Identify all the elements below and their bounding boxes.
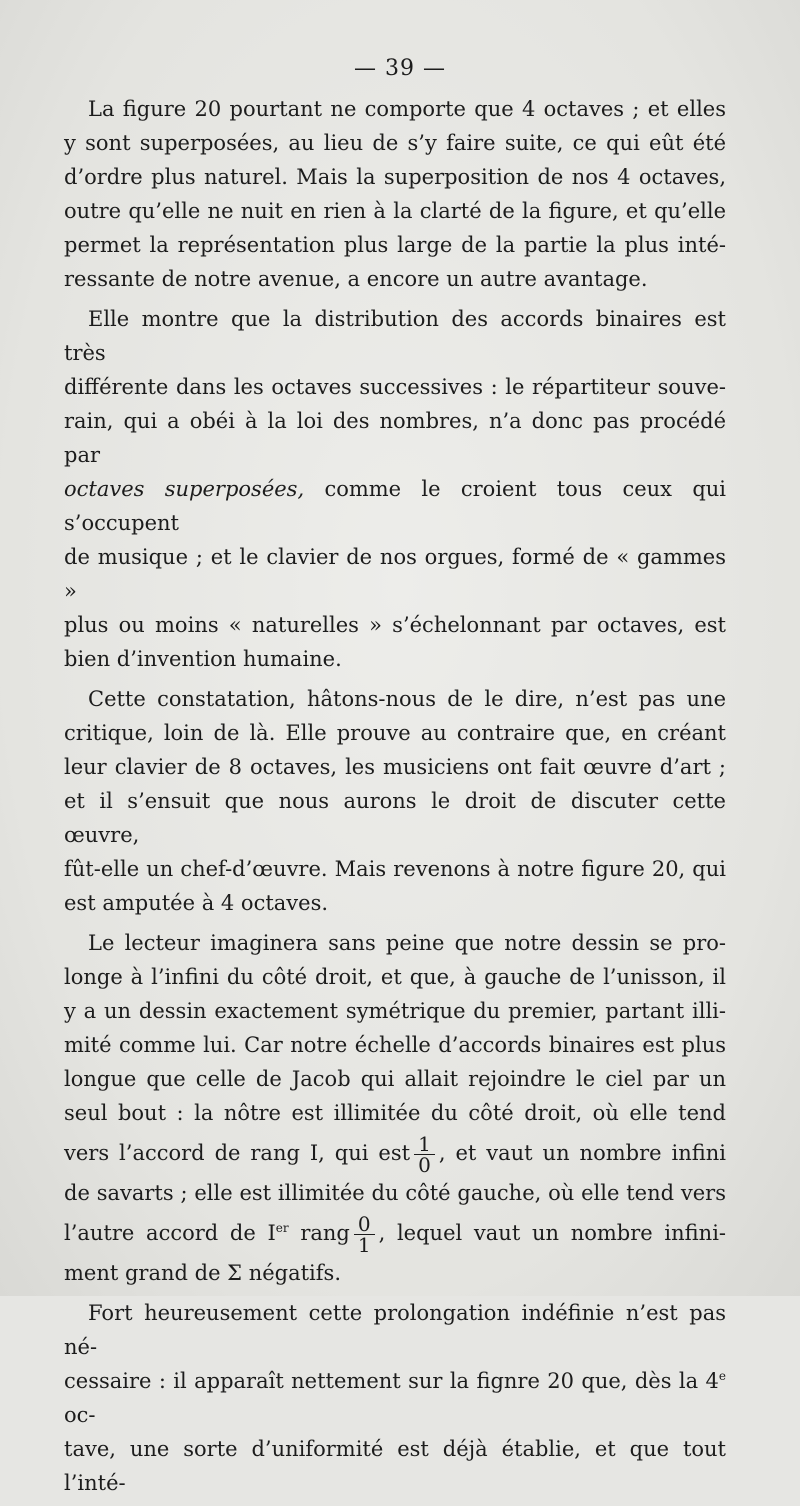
- text-line: Fort heureusement cette prolongation indéfinie n’est pas né-: [64, 1301, 726, 1359]
- text-line: y a un dessin exactement symétrique du premier, partant illi-: [64, 999, 726, 1023]
- superscript: e: [718, 1369, 726, 1383]
- text-line: seul bout : la nôtre est illimitée du côté droit, où elle tend: [64, 1101, 726, 1125]
- text-line: tave, une sorte d’uniformité est déjà établie, et que tout l’inté-: [64, 1437, 726, 1495]
- text-line: longe à l’infini du côté droit, et que, à gauche de l’unisson, il: [64, 965, 726, 989]
- text-line: est amputée à 4 octaves.: [64, 891, 329, 915]
- text-span: , lequel vaut un nombre infini-: [378, 1221, 727, 1245]
- fraction-numerator: 1: [414, 1134, 435, 1155]
- text-line: Elle montre que la distribution des accords binaires est très: [64, 307, 726, 365]
- text-span: oc-: [64, 1403, 96, 1427]
- fraction-one-over-zero: [414, 1134, 435, 1175]
- text-line: mité comme lui. Car notre échelle d’accords binaires est plus: [64, 1033, 726, 1057]
- text-span: , et vaut un nombre infini: [438, 1141, 726, 1165]
- text-line-with-fraction: [64, 1210, 726, 1256]
- text-line: plus ou moins « naturelles » s’échelonnant par octaves, est: [64, 613, 726, 637]
- text-line: outre qu’elle ne nuit en rien à la clarté de la figure, et qu’elle: [64, 199, 726, 223]
- text-line: différente dans les octaves successives : le répartiteur souve-: [64, 375, 726, 399]
- text-line: Le lecteur imaginera sans peine que notre dessin se pro-: [88, 931, 726, 955]
- paragraph-2: [64, 302, 726, 676]
- text-line: de musique ; et le clavier de nos orgues, formé de « gammes »: [64, 545, 726, 603]
- text-line: fût-elle un chef-d’œuvre. Mais revenons à notre figure 20, qui: [64, 857, 726, 881]
- text-line: leur clavier de 8 octaves, les musiciens ont fait œuvre d’art ;: [64, 755, 726, 779]
- text-span: vers l’accord de rang I, qui est: [64, 1141, 411, 1165]
- paragraph-3: [64, 682, 726, 920]
- text-span: rang: [288, 1221, 350, 1245]
- text-line: Cette constatation, hâtons-nous de le dire, n’est pas une: [88, 687, 726, 711]
- text-line: y sont superposées, au lieu de s’y faire suite, ce qui eût été: [64, 131, 726, 155]
- text-line: [64, 472, 726, 540]
- text-line-with-fraction: [64, 1130, 726, 1176]
- text-line: critique, loin de là. Elle prouve au contraire que, en créant: [64, 721, 726, 745]
- paragraph-4: [64, 926, 726, 1290]
- text-line: d’ordre plus naturel. Mais la superposition de nos 4 octaves,: [64, 165, 726, 189]
- text-line: longue que celle de Jacob qui allait rejoindre le ciel par un: [64, 1067, 726, 1091]
- fraction-zero-over-one: [354, 1214, 375, 1255]
- text-line: ressante de notre avenue, a encore un autre avantage.: [64, 267, 648, 291]
- text-line: bien d’invention humaine.: [64, 647, 342, 671]
- paragraph-5: [64, 1296, 726, 1500]
- text-line: [64, 1364, 726, 1432]
- fraction-denominator: 0: [418, 1153, 431, 1177]
- text-line: ment grand de Σ négatifs.: [64, 1261, 341, 1285]
- text-line: de savarts ; elle est illimitée du côté gauche, où elle tend vers: [64, 1181, 726, 1205]
- text-line: et il s’ensuit que nous aurons le droit de discuter cette œuvre,: [64, 789, 726, 847]
- italic-phrase: octaves superposées,: [64, 477, 305, 501]
- text-span: cessaire : il apparaît nettement sur la fignre 20 que, dès la 4: [64, 1369, 719, 1393]
- body-text: [64, 92, 726, 1506]
- text-line: permet la représentation plus large de la partie la plus inté-: [64, 233, 726, 257]
- text-span: comme le croient tous ceux qui s’occupent: [64, 477, 727, 535]
- text-line: rain, qui a obéi à la loi des nombres, n’a donc pas procédé par: [64, 409, 726, 467]
- page-number: — 39 —: [354, 56, 446, 81]
- fraction-numerator: 0: [354, 1214, 375, 1235]
- paragraph-1: [64, 92, 726, 296]
- fraction-denominator: 1: [357, 1233, 371, 1257]
- text-line: La figure 20 pourtant ne comporte que 4 octaves ; et elles: [88, 97, 726, 121]
- superscript: er: [275, 1221, 289, 1235]
- text-span: l’autre accord de I: [64, 1221, 276, 1245]
